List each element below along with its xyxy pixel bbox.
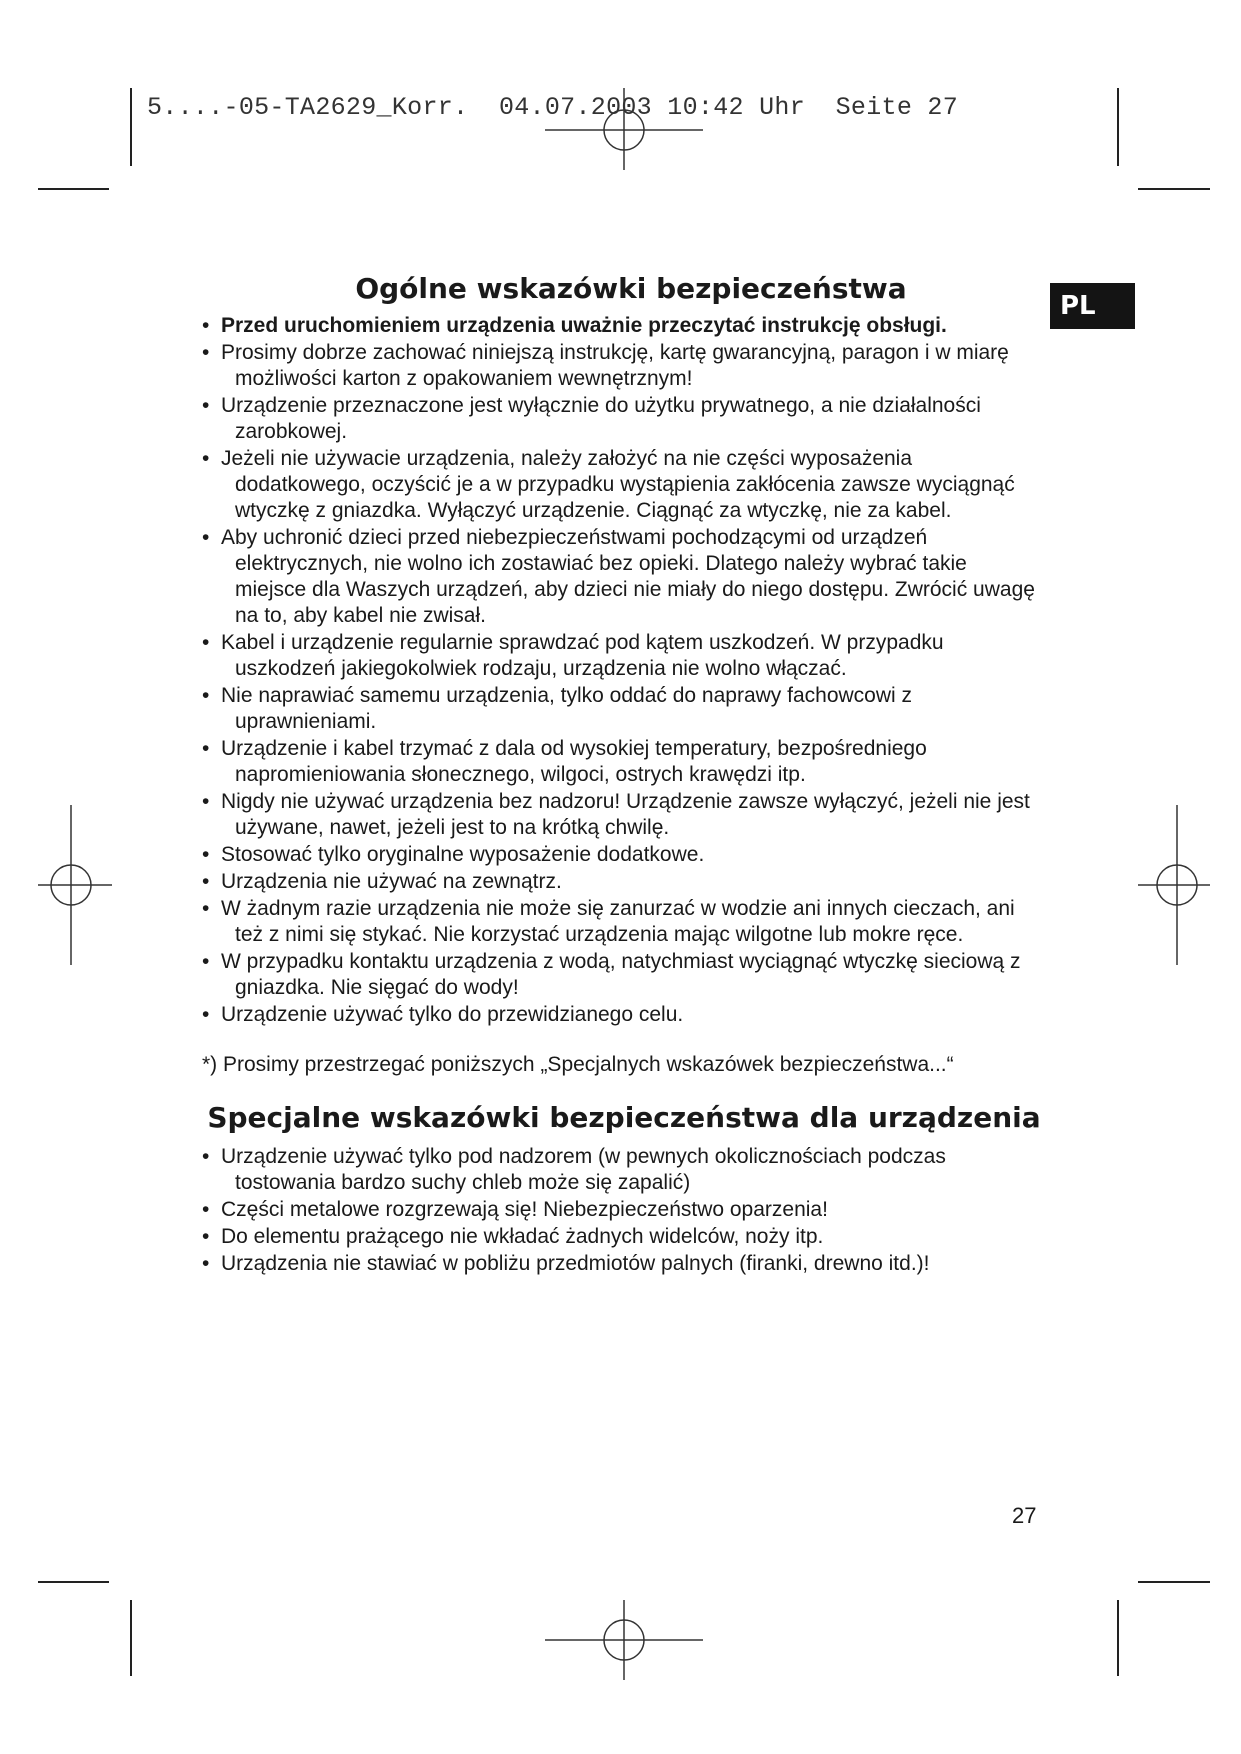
bullet: • (202, 737, 210, 760)
list-item: • Urządzenie używać tylko do przewidzianego celu. (202, 1003, 684, 1026)
bullet: • (202, 684, 210, 707)
bullet: • (202, 1198, 210, 1221)
list-item: • Kabel i urządzenie regularnie sprawdzać pod kątem uszkodzeń. W przypadku uszkodzeń jakiegokolwiek rodzaju, urządzenia nie wolno włączać. (202, 631, 944, 680)
list-item: • Urządzenia nie stawiać w pobliżu przedmiotów palnych (firanki, drewno itd.)! (202, 1252, 930, 1275)
list-item: • Urządzenie używać tylko pod nadzorem (w pewnych okolicznościach podczas tostowania bardzo suchy chleb może się zapalić) (202, 1145, 946, 1194)
list-item: • W przypadku kontaktu urządzenia z wodą, natychmiast wyciągnąć wtyczkę sieciową z gniazdka. Nie sięgać do wody! (202, 950, 1021, 999)
general-safety-list (202, 313, 1042, 1028)
list-item: • Części metalowe rozgrzewają się! Niebezpieczeństwo oparzenia! (202, 1198, 828, 1221)
page-content (202, 272, 1042, 1278)
bullet: • (202, 631, 210, 654)
footnote-special-safety: *) Prosimy przestrzegać poniższych „Specjalnych wskazówek bezpieczeństwa...“ (202, 1053, 954, 1076)
bullet: • (202, 1003, 210, 1026)
special-safety-list (202, 1144, 1042, 1277)
bullet: • (202, 790, 210, 813)
list-item: • Urządzenie i kabel trzymać z dala od wysokiej temperatury, bezpośredniego napromieniowania słonecznego, wilgoci, ostrych krawędzi itp. (202, 737, 927, 786)
list-item: • Do elementu prażącego nie wkładać żadnych widelców, noży itp. (202, 1225, 824, 1248)
registration-mark-left (38, 805, 112, 965)
list-item: • W żadnym razie urządzenia nie może się zanurzać w wodzie ani innych cieczach, ani też z nimi się stykać. Nie korzystać urządzenia mając wilgotne lub mokre ręce. (202, 897, 1015, 946)
bullet: • (202, 1145, 210, 1168)
bullet: • (202, 1225, 210, 1248)
section-title-special-safety: Specjalne wskazówki bezpieczeństwa dla urządzenia (207, 1101, 1041, 1134)
list-item: • Urządzenie przeznaczone jest wyłącznie do użytku prywatnego, a nie działalności zarobkowej. (202, 394, 981, 443)
list-item: • Stosować tylko oryginalne wyposażenie dodatkowe. (202, 843, 705, 866)
list-item: • Urządzenia nie używać na zewnątrz. (202, 870, 562, 893)
bullet: • (202, 394, 210, 417)
bullet: • (202, 897, 210, 920)
section-title-general-safety: Ogólne wskazówki bezpieczeństwa (355, 272, 907, 305)
bullet: • (202, 1252, 210, 1275)
list-item: • Nie naprawiać samemu urządzenia, tylko oddać do naprawy fachowcowi z uprawnieniami. (202, 684, 913, 733)
list-item: • Nigdy nie używać urządzenia bez nadzoru! Urządzenie zawsze wyłączyć, jeżeli nie jest używane, nawet, jeżeli jest to na krótką chwilę. (202, 790, 1030, 839)
bullet: • (202, 447, 210, 470)
page-number: 27 (1012, 1503, 1037, 1528)
language-tab: PL (1050, 283, 1135, 329)
bullet: • (202, 950, 210, 973)
list-item: • Jeżeli nie używacie urządzenia, należy założyć na nie części wyposażenia dodatkowego, oczyścić je a w przypadku wystąpienia zakłócenia zawsze wyciągnąć wtyczkę z gniazdka. Wyłączyć urządzenie. Ciągnąć za wtyczkę, nie za kabel. (202, 447, 1015, 522)
bullet: • (202, 526, 210, 549)
registration-mark-right (1138, 805, 1210, 965)
bullet: • (202, 843, 210, 866)
bullet: • (202, 314, 210, 337)
registration-mark-bottom (545, 1600, 703, 1680)
bullet: • (202, 341, 210, 364)
bullet: • (202, 870, 210, 893)
list-item: • Prosimy dobrze zachować niniejszą instrukcję, kartę gwarancyjną, paragon i w miarę możliwości karton z opakowaniem wewnętrznym! (202, 341, 1009, 390)
print-slug-header: 5....-05-TA2629_Korr. 04.07.2003 10:42 Uhr Seite 27 (147, 93, 959, 122)
list-item: • Przed uruchomieniem urządzenia uważnie przeczytać instrukcję obsługi. (202, 314, 947, 337)
list-item: • Aby uchronić dzieci przed niebezpieczeństwami pochodzącymi od urządzeń elektrycznych, nie wolno ich zostawiać bez opieki. Dlatego należy wybrać takie miejsce dla Waszych urządzeń, aby dzieci nie miały do niego dostępu. Zwrócić uwagę na to, aby kabel nie zwisał. (202, 526, 1035, 627)
